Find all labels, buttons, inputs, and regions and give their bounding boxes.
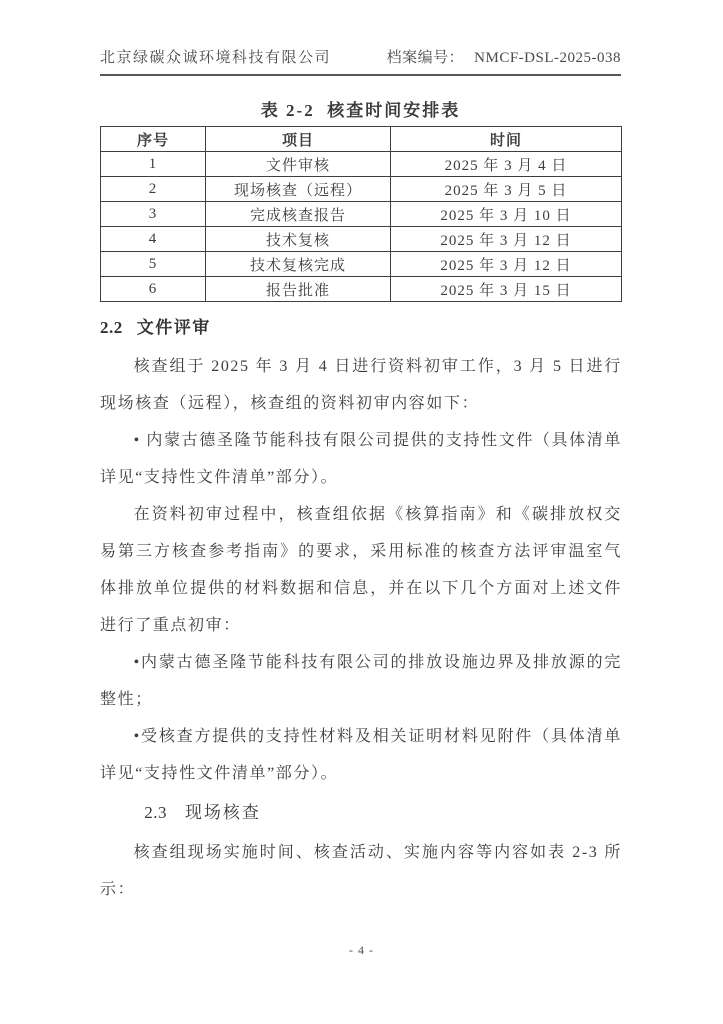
cell-time: 2025 年 3 月 12 日 — [391, 252, 622, 277]
section-number: 2.2 — [100, 318, 123, 337]
cell-index: 1 — [101, 152, 206, 177]
section-number: 2.3 — [144, 803, 167, 822]
cell-time: 2025 年 3 月 15 日 — [391, 277, 622, 302]
column-header-time: 时间 — [391, 127, 622, 152]
table-row — [101, 252, 622, 277]
column-header-index: 序号 — [101, 127, 206, 152]
section-heading-2-2 — [100, 308, 622, 348]
cell-index: 4 — [101, 227, 206, 252]
paragraph-review-process: 在资料初审过程中，核查组依据《核算指南》和《碳排放权交易第三方核查参考指南》的要求，采用标准的核查方法评审温室气体排放单位提供的材料数据和信息，并在以下几个方面对上述文件进行了重点初审： — [100, 506, 622, 634]
cell-index: 6 — [101, 277, 206, 302]
bullet-support-docs: • 内蒙古德圣隆节能科技有限公司提供的支持性文件（具体清单详见“支持性文件清单”部分）。 — [100, 432, 622, 486]
section-title: 现场核查 — [184, 803, 261, 822]
table-row — [101, 227, 622, 252]
bullet-supporting-materials: •受核查方提供的支持性材料及相关证明材料见附件（具体清单详见“支持性文件清单”部分）。 — [100, 728, 622, 782]
section-heading-2-3 — [100, 792, 622, 834]
paragraph-intro: 核查组于 2025 年 3 月 4 日进行资料初审工作，3 月 5 日进行现场核查（远程），核查组的资料初审内容如下： — [100, 358, 622, 412]
archive-number: NMCF-DSL-2025-038 — [474, 50, 621, 66]
table-row — [101, 152, 622, 177]
page-header — [100, 46, 621, 76]
header-archive — [387, 46, 621, 67]
cell-time: 2025 年 3 月 5 日 — [391, 177, 622, 202]
cell-item: 现场核查（远程） — [206, 177, 391, 202]
cell-item: 报告批准 — [206, 277, 391, 302]
column-header-item: 项目 — [206, 127, 391, 152]
header-company-name: 北京绿碳众诚环境科技有限公司 — [100, 50, 332, 66]
cell-item: 技术复核 — [206, 227, 391, 252]
paragraph-site-verification: 核查组现场实施时间、核查活动、实施内容等内容如表 2-3 所示： — [100, 844, 622, 898]
table-caption-label: 表 2-2 — [260, 101, 315, 120]
document-body — [100, 308, 622, 908]
table-caption — [100, 96, 621, 121]
table-header-row — [101, 127, 622, 152]
page-number: - 4 - — [349, 943, 374, 957]
bullet-emission-boundary: •内蒙古德圣隆节能科技有限公司的排放设施边界及排放源的完整性； — [100, 654, 622, 708]
cell-item: 技术复核完成 — [206, 252, 391, 277]
cell-index: 3 — [101, 202, 206, 227]
table-row — [101, 202, 622, 227]
verification-schedule-table — [100, 126, 622, 302]
table-row — [101, 277, 622, 302]
section-title: 文件评审 — [136, 318, 211, 337]
table-row — [101, 177, 622, 202]
cell-item: 文件审核 — [206, 152, 391, 177]
cell-index: 5 — [101, 252, 206, 277]
archive-label: 档案编号： — [386, 50, 465, 66]
cell-time: 2025 年 3 月 4 日 — [391, 152, 622, 177]
cell-time: 2025 年 3 月 10 日 — [391, 202, 622, 227]
table-caption-title: 核查时间安排表 — [327, 101, 461, 120]
cell-time: 2025 年 3 月 12 日 — [391, 227, 622, 252]
cell-item: 完成核查报告 — [206, 202, 391, 227]
cell-index: 2 — [101, 177, 206, 202]
